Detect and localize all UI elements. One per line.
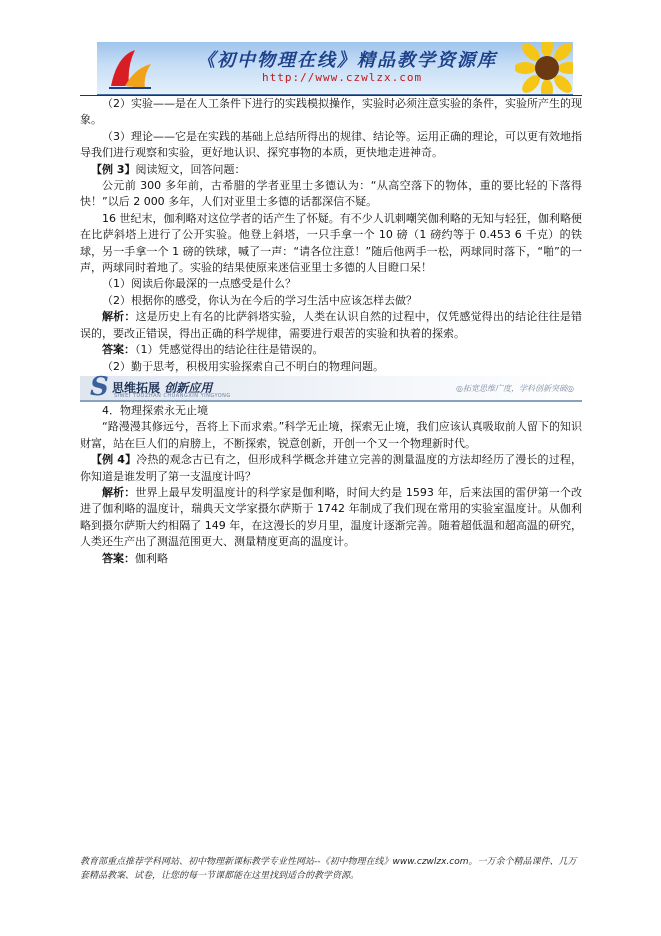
paragraph: “路漫漫其修远兮，吾将上下而求索。”科学无止境，探索无止境，我们应该认真吸取前人留下的知识财富，站在巨人们的肩膀上，不断探索，锐意创新，开创一个又一个物理新时代。 bbox=[80, 420, 582, 450]
footer: 教育部重点推荐学科网站、初中物理新课标教学专业性网站--《初中物理在线》www.czwlzx.com。一万余个精品课件、几万套精品教案、试卷，让您的每一节课都能在这里找到适合的教学资源。 bbox=[80, 857, 577, 881]
paragraph: 公元前 300 多年前，古希腊的学者亚里士多德认为：“从高空落下的物体，重的要比轻的下落得快！”以后 2 000 多年，人们对亚里士多德的话都深信不疑。 bbox=[80, 179, 582, 209]
heading: 4．物理探索永无止境 bbox=[102, 403, 208, 417]
analysis-text: 世界上最早发明温度计的科学家是伽利略，时间大约是 1593 年，后来法国的雷伊第一个改进了伽利略的温度计，瑞典天文学家摄尔萨斯于 1742 年制成了我们现在常用的实验室温度计。从伽利略到摄尔萨斯大约相隔了 149 年，在这漫长的岁月里，温度计逐渐完善。随着超低温和超高温的研究，人类还生产出了测温范围更大、测量精度更高的温度计。 bbox=[80, 485, 582, 549]
example-label: 【例 4】 bbox=[91, 453, 137, 467]
section-slogan: ◎拓宽思维广度，学科创新突破◎ bbox=[456, 383, 574, 393]
paragraph: 16 世纪末，伽利略对这位学者的话产生了怀疑。有不少人讥刺嘲笑伽利略的无知与轻狂，伽利略便在比萨斜塔上进行了公开实验。他登上斜塔，一只手拿一个 10 磅（1 磅约等于 0.453 6 千克）的铁球，另一手拿一个 1 磅的铁球，喊了一声：“请各位注意！”随后他两手一松，两球同时落下，“啪”的一声，两球同时着地了。实验的结果使原来迷信亚里士多德的人目瞪口呆！ bbox=[80, 211, 582, 275]
section-letter: S bbox=[90, 371, 109, 402]
analysis-text: 这是历史上有名的比萨斜塔实验，人类在认识自然的过程中，仅凭感觉得出的结论往往是错误的，要改正错误，得出正确的科学规律，需要进行艰苦的实验和执着的探索。 bbox=[80, 310, 582, 340]
section-subtitle: SIWEI TUOZHAN CHUANGXIN YINGYONG bbox=[114, 392, 231, 399]
example-label: 【例 3】 bbox=[91, 162, 136, 176]
header-banner bbox=[97, 42, 573, 95]
section-header bbox=[80, 371, 582, 402]
paragraph: （3）理论——它是在实践的基础上总结所得出的规律、结论等。运用正确的理论，可以更有效地指导我们进行观察和实验，更好地认识、探究事物的本质，更快地走进神奇。 bbox=[80, 129, 582, 160]
answer bbox=[80, 551, 582, 567]
section-title-sub: 创新应用 bbox=[164, 380, 213, 395]
answer-text: （1）凭感觉得出的结论往往是错误的。 bbox=[135, 343, 324, 357]
example-4 bbox=[80, 452, 582, 485]
example-3 bbox=[80, 162, 582, 178]
section-title-main: 思维拓展 bbox=[112, 380, 161, 395]
question: （1）阅读后你最深的一点感受是什么？ bbox=[102, 277, 296, 291]
example-text: 冷热的观念古已有之，但形成科学概念并建立完善的测量温度的方法却经历了漫长的过程，你知道是谁发明了第一支温度计吗？ bbox=[80, 453, 583, 483]
analysis-label: 解析： bbox=[102, 310, 136, 324]
answer: （2）勤于思考，积极用实验探索自己不明白的物理问题。 bbox=[102, 359, 384, 373]
banner-url[interactable]: http://www.czwlzx.com bbox=[262, 71, 423, 84]
analysis bbox=[80, 309, 582, 342]
answer-text: 伽利略 bbox=[135, 551, 168, 565]
example-text: 阅读短文，回答问题： bbox=[135, 162, 246, 176]
document-body bbox=[80, 96, 582, 567]
banner-title: 《初中物理在线》精品教学资源库 bbox=[197, 50, 497, 71]
answer-label: 答案： bbox=[102, 343, 135, 357]
analysis-label: 解析： bbox=[102, 485, 136, 499]
question: （2）根据你的感受，你认为在今后的学习生活中应该怎样去做？ bbox=[102, 293, 417, 307]
sunflower-icon bbox=[515, 42, 573, 95]
paragraph: （2）实验——是在人工条件下进行的实践模拟操作，实验时必须注意实验的条件，实验所产生的现象。 bbox=[80, 97, 582, 127]
answer-label: 答案： bbox=[102, 551, 135, 565]
analysis bbox=[80, 485, 582, 551]
answer bbox=[80, 342, 582, 358]
logo-icon bbox=[105, 46, 155, 92]
